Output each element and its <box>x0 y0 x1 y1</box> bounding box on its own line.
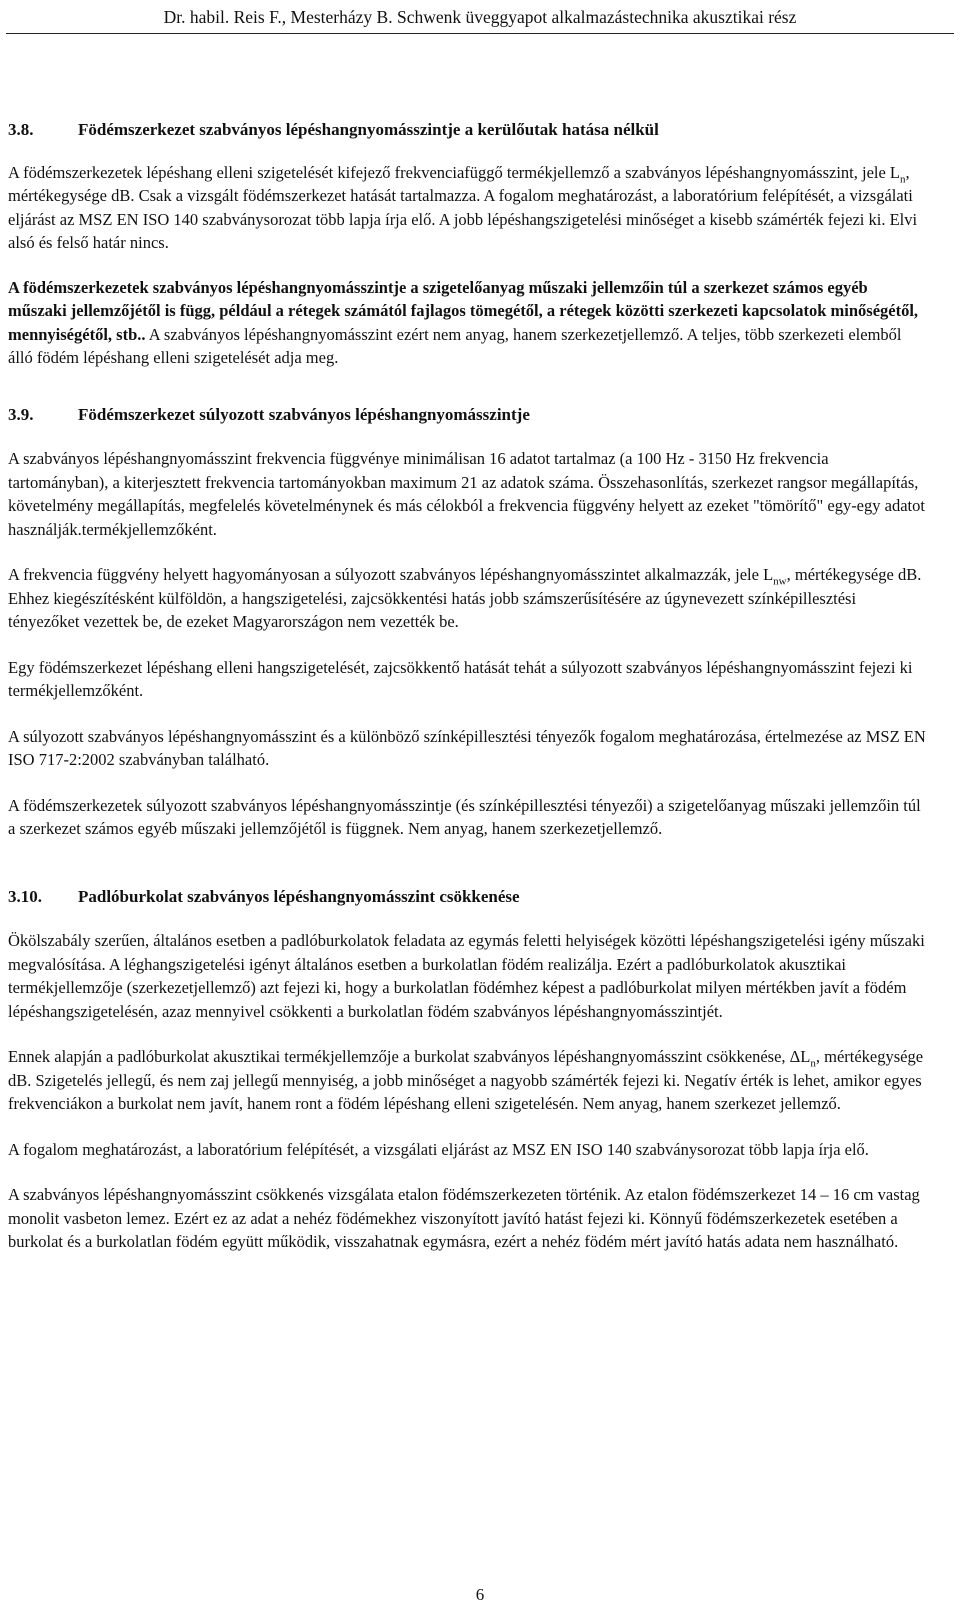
paragraph: Ökölszabály szerűen, általános esetben a padlóburkolatok feladata az egymás feletti helyiségek közötti lépéshangszigetelési igény műszaki megvalósítása. A léghangszigetelési igényt általános esetben a burkolatlan födém realizálja. Ezért a padlóburkolatok akusztikai termékjellemzője (szerkezetjellemző) azt fejezi ki, hogy a burkolatlan födémhez képest a padlóburkolat milyen mértékben javít a födém lépéshangszigetelésén, azaz mennyivel csökkenti a burkolatlan födém szabványos lépéshangnyomásszintjét. <box>8 931 925 1021</box>
paragraph: A födémszerkezetek súlyozott szabványos lépéshangnyomásszintje (és színképillesztési tényezői) a szigetelőanyag műszaki jellemzőin túl a szerkezet számos egyéb műszaki jellemzőjétől is függnek. Nem anyag, hanem szerkezetjellemző. <box>8 795 921 838</box>
page-header: Dr. habil. Reis F., Mesterházy B. Schwenk üveggyapot alkalmazástechnika akusztikai rész <box>163 7 797 27</box>
paragraph <box>8 563 928 634</box>
section-heading-3-10 <box>8 885 928 909</box>
document-body <box>8 118 928 1254</box>
paragraph <box>8 276 928 370</box>
paragraph <box>8 1045 928 1116</box>
section-number: 3.8. <box>8 120 34 139</box>
paragraph-text: A szabványos lépéshangnyomásszint ezért nem anyag, hanem szerkezetjellemző. A teljes, több szerkezeti elemből álló födém lépéshang elleni szigetelését adja meg. <box>8 324 902 367</box>
page-number: 6 <box>475 1585 485 1604</box>
section-title: Padlóburkolat szabványos lépéshangnyomásszint csökkenése <box>78 886 520 906</box>
paragraph: A súlyozott szabványos lépéshangnyomásszint és a különböző színképillesztési tényezők fogalom meghatározása, értelmezése az MSZ EN ISO 717-2:2002 szabványban található. <box>8 726 926 769</box>
section-title: Födémszerkezet súlyozott szabványos lépéshangnyomásszintje <box>78 404 530 424</box>
bold-text: A födémszerkezetek szabványos lépéshangnyomásszintje a szigetelőanyag műszaki jellemzőin túl a szerkezet számos egyéb műszaki jellemzőjétől is függ, például a rétegek számától fajlagos tömegétől, a rétegek közötti szerkezeti kapcsolatok minőségétől, mennyiségétől, stb.. <box>8 277 919 344</box>
paragraph-text: A frekvencia függvény helyett hagyományosan a súlyozott szabványos lépéshangnyomásszintet alkalmazzák, jele L <box>8 565 774 584</box>
header-divider <box>6 33 954 34</box>
paragraph <box>8 161 928 255</box>
paragraph-text: A födémszerkezetek lépéshang elleni szigetelését kifejező frekvenciafüggő termékjellemző a szabványos lépéshangnyomásszint, jele L <box>8 162 901 182</box>
subscript: nw <box>773 575 787 588</box>
section-number: 3.9. <box>8 404 34 424</box>
paragraph-text: , mértékegysége dB. Ehhez kiegészítésként külföldön, a hangszigetelési, zajcsökkentési hatás jobb számszerűsítésére az úgynevezett színképillesztési tényezőket vezettek be, de ezeket Magyarországon nem vezették be. <box>8 565 922 631</box>
section-title: Födémszerkezet szabványos lépéshangnyomásszintje a kerülőutak hatása nélkül <box>78 120 659 139</box>
paragraph: A fogalom meghatározást, a laboratórium felépítését, a vizsgálati eljárást az MSZ EN ISO 140 szabványsorozat több lapja írja elő. <box>8 1139 869 1159</box>
paragraph: A szabványos lépéshangnyomásszint frekvencia függvénye minimálisan 16 adatot tartalmaz (a 100 Hz - 3150 Hz frekvencia tartományban), a kiterjesztett frekvencia tartományokban maximum 21 az adatok száma. Összehasonlítás, szerkezet rangsor megállapítás, követelmény megállapítás, megfelelés követelménynek és más célokból a frekvencia függvény helyett az ezeket "tömörítő" egy-egy adatot használják.termékjellemzőként. <box>8 449 925 539</box>
paragraph-text: , mértékegysége dB. Csak a vizsgált födémszerkezet hatását tartalmazza. A fogalom meghatározást, a laboratórium felépítését, a vizsgálati eljárást az MSZ EN ISO 140 szabványsorozat több lapja írja elő. A jobb lépéshangszigetelési minőséget a kisebb számérték fejezi ki. Elvi alsó és felső határ nincs. <box>8 162 918 252</box>
section-heading-3-8 <box>8 118 928 142</box>
section-heading-3-9 <box>8 403 928 427</box>
paragraph-text: , mértékegysége dB. Szigetelés jellegű, és nem zaj jellegű mennyiség, a jobb minőséget a nagyobb számérték fejezi ki. Negatív érték is lehet, amikor egyes frekvenciákon a burkolat nem javít, hanem ront a födém lépéshang elleni szigetelésén. Nem anyag, hanem szerkezet jellemző. <box>8 1047 924 1113</box>
section-number: 3.10. <box>8 886 42 906</box>
paragraph-text: Ennek alapján a padlóburkolat akusztikai termékjellemzője a burkolat szabványos lépéshangnyomásszint csökkenése, ΔL <box>8 1047 811 1066</box>
subscript: n <box>810 1057 816 1070</box>
subscript: n <box>900 172 906 185</box>
paragraph: A szabványos lépéshangnyomásszint csökkenés vizsgálata etalon födémszerkezeten történik. Az etalon födémszerkezet 14 – 16 cm vastag monolit vasbeton lemez. Ezért ez az adat a nehéz födémekhez viszonyított javító hatást fejezi ki. Könnyű födémszerkezetek esetében a burkolat és a burkolatlan födém együtt működik, visszahatnak egymásra, ezért a nehéz födém mért javító hatás adata nem használható. <box>8 1185 920 1251</box>
paragraph: Egy födémszerkezet lépéshang elleni hangszigetelését, zajcsökkentő hatását tehát a súlyozott szabványos lépéshangnyomásszint fejezi ki termékjellemzőként. <box>8 657 913 700</box>
